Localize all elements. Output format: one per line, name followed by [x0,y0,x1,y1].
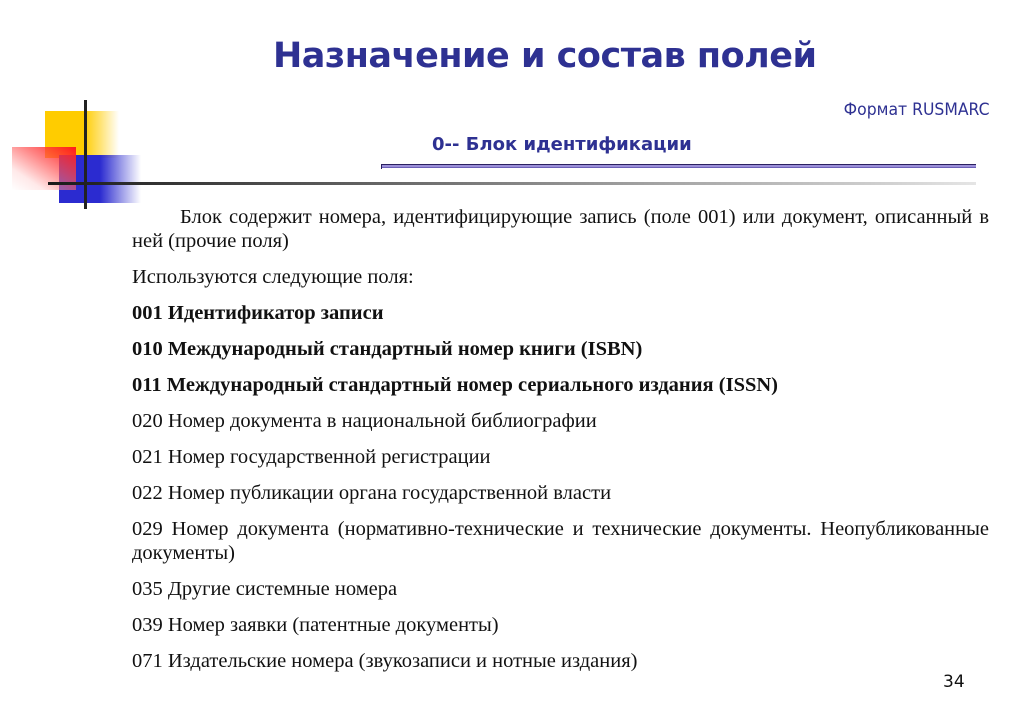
field-029: 029 Номер документа (нормативно-технические и технические документы. Неопубликованные документы) [132,518,989,564]
slide-body [132,205,989,685]
format-label: Формат RUSMARC [844,100,990,120]
field-039: 039 Номер заявки (патентные документы) [132,614,499,636]
field-022: 022 Номер публикации органа государственной власти [132,482,612,504]
subtitle-divider [382,164,976,168]
field-035: 035 Другие системные номера [132,578,398,600]
section-subtitle: 0-- Блок идентификации [432,134,692,155]
page-number: 34 [943,672,965,692]
slide-title: Назначение и состав полей [273,36,817,76]
field-020: 020 Номер документа в национальной библиографии [132,410,597,432]
field-001: 001 Идентификатор записи [132,302,384,324]
field-071: 071 Издательские номера (звукозаписи и нотные издания) [132,650,638,672]
decor-horizontal-line [48,182,976,185]
intro-paragraph: Блок содержит номера, идентифицирующие запись (поле 001) или документ, описанный в ней (прочие поля) [132,206,989,252]
field-011: 011 Международный стандартный номер сериального издания (ISSN) [132,374,779,396]
lead-paragraph: Используются следующие поля: [132,266,414,288]
field-021: 021 Номер государственной регистрации [132,446,491,468]
decor-vertical-line [84,100,87,209]
field-010: 010 Международный стандартный номер книги (ISBN) [132,338,643,360]
